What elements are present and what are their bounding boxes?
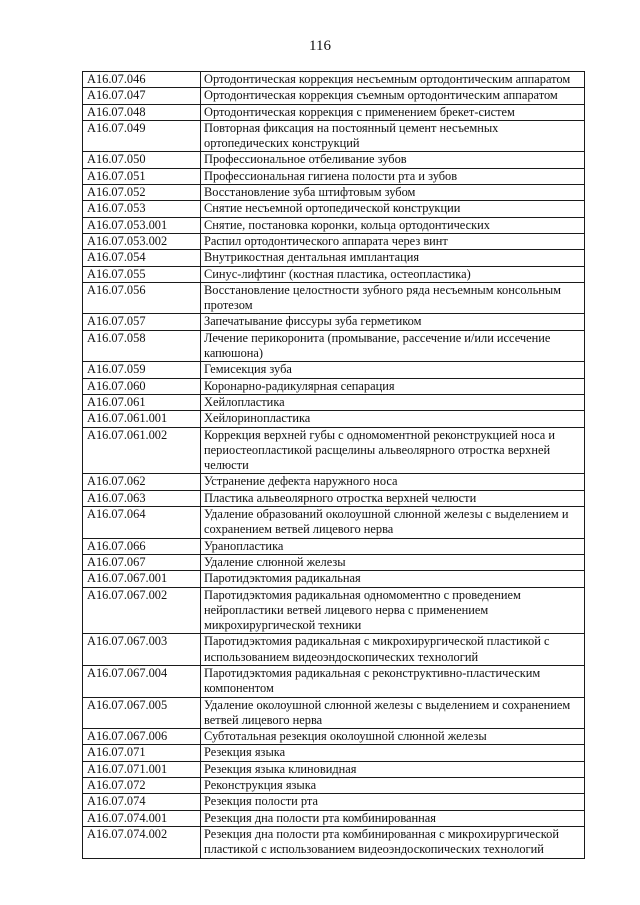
service-name-cell: Профессиональная гигиена полости рта и зубов: [201, 168, 585, 184]
service-name-cell: Гемисекция зуба: [201, 362, 585, 378]
table-row: [83, 72, 585, 88]
service-code-cell: A16.07.067.002: [83, 587, 201, 634]
table-row: [83, 474, 585, 490]
table-row: [83, 104, 585, 120]
table-row: [83, 794, 585, 810]
service-code-cell: A16.07.067.003: [83, 634, 201, 666]
service-name-cell: Повторная фиксация на постоянный цемент несъемных ортопедических конструкций: [201, 120, 585, 152]
service-name-cell: Хейлопластика: [201, 394, 585, 410]
service-code-cell: A16.07.067.006: [83, 729, 201, 745]
table-row: [83, 168, 585, 184]
service-code-cell: A16.07.057: [83, 314, 201, 330]
service-code-cell: A16.07.060: [83, 378, 201, 394]
table-row: [83, 571, 585, 587]
table-row: [83, 282, 585, 314]
table-row: [83, 185, 585, 201]
service-name-cell: Субтотальная резекция околоушной слюнной железы: [201, 729, 585, 745]
service-name-cell: Резекция языка клиновидная: [201, 761, 585, 777]
table-row: [83, 778, 585, 794]
service-code-cell: A16.07.074: [83, 794, 201, 810]
table-row: [83, 88, 585, 104]
service-name-cell: Паротидэктомия радикальная с реконструктивно-пластическим компонентом: [201, 665, 585, 697]
service-name-cell: Запечатывание фиссуры зуба герметиком: [201, 314, 585, 330]
table-row: [83, 411, 585, 427]
service-code-cell: A16.07.072: [83, 778, 201, 794]
table-row: [83, 217, 585, 233]
service-name-cell: Распил ортодонтического аппарата через винт: [201, 233, 585, 249]
services-table: [82, 71, 585, 859]
service-code-cell: A16.07.067.004: [83, 665, 201, 697]
service-name-cell: Лечение перикоронита (промывание, рассечение и/или иссечение капюшона): [201, 330, 585, 362]
table-row: [83, 233, 585, 249]
service-code-cell: A16.07.054: [83, 250, 201, 266]
service-code-cell: A16.07.074.001: [83, 810, 201, 826]
service-name-cell: Реконструкция языка: [201, 778, 585, 794]
table-row: [83, 826, 585, 858]
table-row: [83, 665, 585, 697]
service-code-cell: A16.07.067.005: [83, 697, 201, 729]
service-code-cell: A16.07.067.001: [83, 571, 201, 587]
table-row: [83, 266, 585, 282]
table-row: [83, 810, 585, 826]
service-code-cell: A16.07.074.002: [83, 826, 201, 858]
service-code-cell: A16.07.052: [83, 185, 201, 201]
service-name-cell: Восстановление зуба штифтовым зубом: [201, 185, 585, 201]
table-row: [83, 554, 585, 570]
service-name-cell: Коррекция верхней губы с одномоментной реконструкцией носа и периостеопластикой расщелины альвеолярного отростка верхней челюсти: [201, 427, 585, 474]
service-code-cell: A16.07.059: [83, 362, 201, 378]
service-name-cell: Снятие несъемной ортопедической конструкции: [201, 201, 585, 217]
service-name-cell: Паротидэктомия радикальная: [201, 571, 585, 587]
service-name-cell: Синус-лифтинг (костная пластика, остеопластика): [201, 266, 585, 282]
service-name-cell: Внутрикостная дентальная имплантация: [201, 250, 585, 266]
service-code-cell: A16.07.056: [83, 282, 201, 314]
service-code-cell: A16.07.053.002: [83, 233, 201, 249]
table-row: [83, 729, 585, 745]
service-name-cell: Профессиональное отбеливание зубов: [201, 152, 585, 168]
page-number: 116: [309, 38, 331, 54]
service-name-cell: Резекция дна полости рта комбинированная с микрохирургической пластикой с использованием видеоэндоскопических технологий: [201, 826, 585, 858]
table-row: [83, 330, 585, 362]
table-row: [83, 394, 585, 410]
service-code-cell: A16.07.061: [83, 394, 201, 410]
table-row: [83, 120, 585, 152]
service-name-cell: Удаление образований околоушной слюнной железы с выделением и сохранением ветвей лицевого нерва: [201, 507, 585, 539]
service-name-cell: Пластика альвеолярного отростка верхней челюсти: [201, 490, 585, 506]
table-row: [83, 507, 585, 539]
service-code-cell: A16.07.046: [83, 72, 201, 88]
service-name-cell: Удаление слюнной железы: [201, 554, 585, 570]
table-row: [83, 697, 585, 729]
table-row: [83, 378, 585, 394]
table-row: [83, 362, 585, 378]
service-code-cell: A16.07.061.002: [83, 427, 201, 474]
table-row: [83, 587, 585, 634]
service-code-cell: A16.07.071: [83, 745, 201, 761]
service-code-cell: A16.07.049: [83, 120, 201, 152]
service-code-cell: A16.07.053: [83, 201, 201, 217]
service-name-cell: Ортодонтическая коррекция с применением брекет-систем: [201, 104, 585, 120]
service-name-cell: Паротидэктомия радикальная одномоментно с проведением нейропластики ветвей лицевого нерва с применением микрохирургической техники: [201, 587, 585, 634]
table-row: [83, 490, 585, 506]
service-code-cell: A16.07.050: [83, 152, 201, 168]
service-name-cell: Уранопластика: [201, 538, 585, 554]
service-name-cell: Паротидэктомия радикальная с микрохирургической пластикой с использованием видеоэндоскопических технологий: [201, 634, 585, 666]
table-row: [83, 538, 585, 554]
service-name-cell: Коронарно-радикулярная сепарация: [201, 378, 585, 394]
service-name-cell: Резекция полости рта: [201, 794, 585, 810]
service-code-cell: A16.07.053.001: [83, 217, 201, 233]
service-name-cell: Удаление околоушной слюнной железы с выделением и сохранением ветвей лицевого нерва: [201, 697, 585, 729]
table-row: [83, 250, 585, 266]
table-row: [83, 201, 585, 217]
service-name-cell: Восстановление целостности зубного ряда несъемным консольным протезом: [201, 282, 585, 314]
table-row: [83, 634, 585, 666]
service-code-cell: A16.07.063: [83, 490, 201, 506]
table-row: [83, 761, 585, 777]
table-row: [83, 314, 585, 330]
service-code-cell: A16.07.048: [83, 104, 201, 120]
service-code-cell: A16.07.062: [83, 474, 201, 490]
table-row: [83, 745, 585, 761]
service-code-cell: A16.07.055: [83, 266, 201, 282]
service-code-cell: A16.07.047: [83, 88, 201, 104]
service-code-cell: A16.07.066: [83, 538, 201, 554]
service-name-cell: Ортодонтическая коррекция съемным ортодонтическим аппаратом: [201, 88, 585, 104]
service-code-cell: A16.07.061.001: [83, 411, 201, 427]
service-name-cell: Хейлоринопластика: [201, 411, 585, 427]
service-code-cell: A16.07.058: [83, 330, 201, 362]
service-name-cell: Ортодонтическая коррекция несъемным ортодонтическим аппаратом: [201, 72, 585, 88]
services-table-body: [83, 72, 585, 859]
service-name-cell: Резекция языка: [201, 745, 585, 761]
service-name-cell: Устранение дефекта наружного носа: [201, 474, 585, 490]
service-name-cell: Снятие, постановка коронки, кольца ортодонтических: [201, 217, 585, 233]
service-name-cell: Резекция дна полости рта комбинированная: [201, 810, 585, 826]
table-row: [83, 427, 585, 474]
service-code-cell: A16.07.064: [83, 507, 201, 539]
service-code-cell: A16.07.067: [83, 554, 201, 570]
table-row: [83, 152, 585, 168]
service-code-cell: A16.07.051: [83, 168, 201, 184]
service-code-cell: A16.07.071.001: [83, 761, 201, 777]
